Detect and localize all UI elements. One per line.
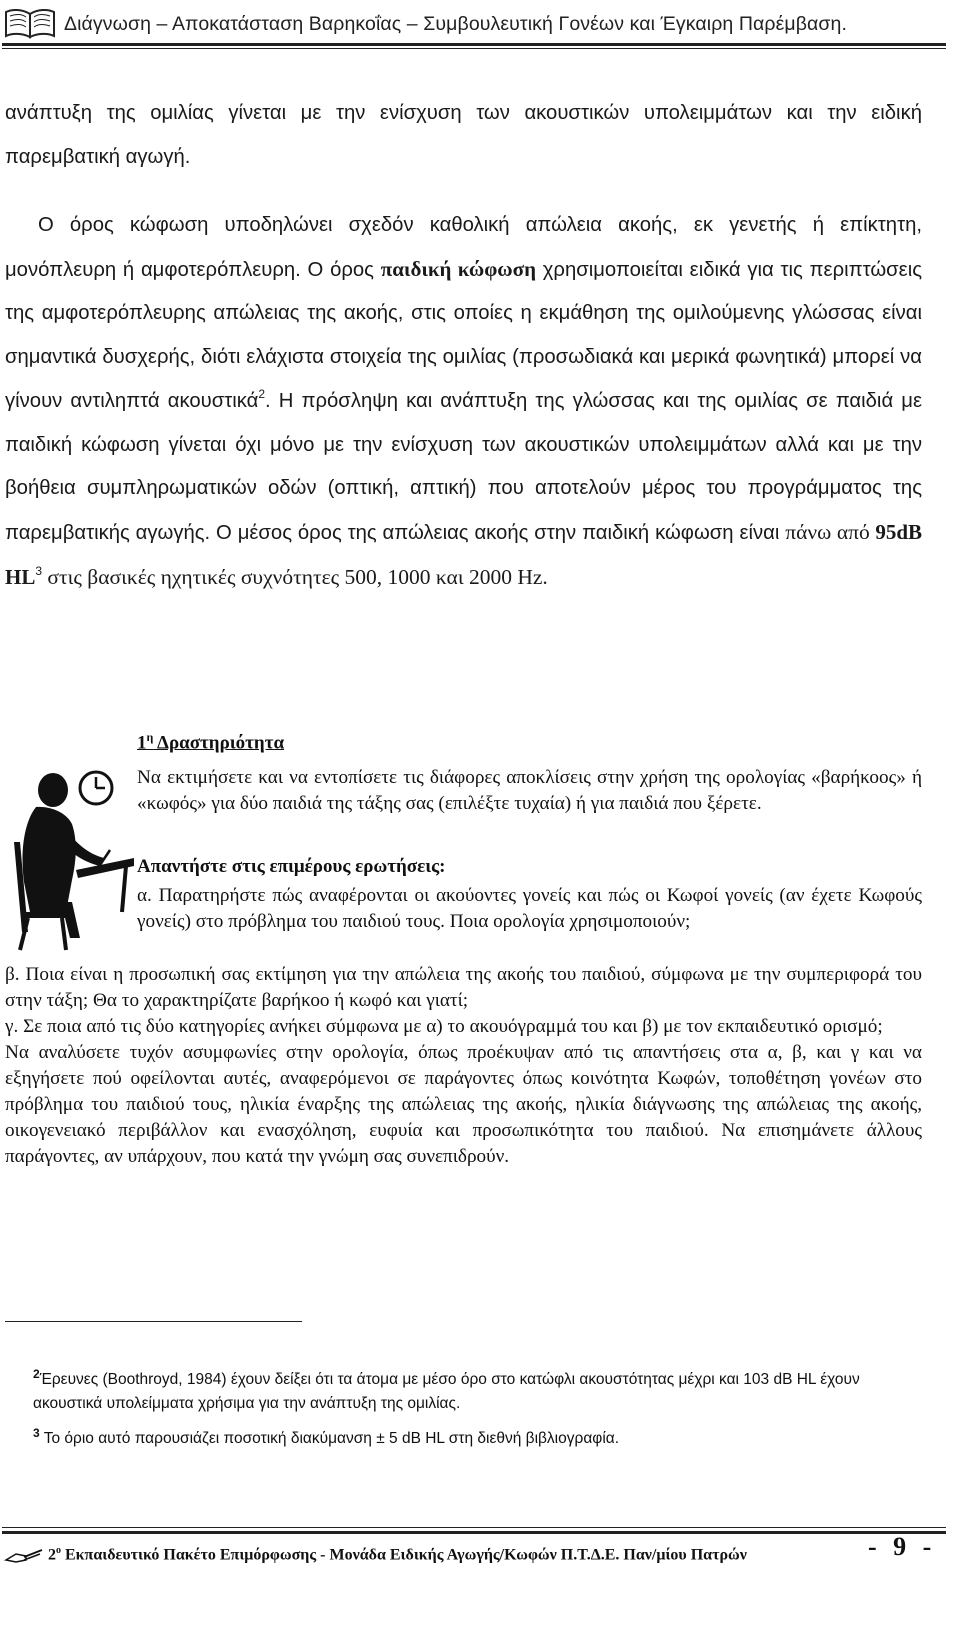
footnote-2-text: Έρευνες (Boothroyd, 1984) έχουν δείξει ότι τα άτομα με μέσο όρο στο κατώφλι ακουστότητας μέχρι και 103 dB HL έχουν ακουστικά υπολείμματα χρήσιμα για την ανάπτυξη της ομιλίας.	[33, 1371, 860, 1413]
question-b: β. Ποια είναι η προσωπική σας εκτίμηση για την απώλεια της ακοής του παιδιού, σύμφωνα με την συμπεριφορά του στην τάξη; Θα το χαρακτηρίζατε βαρήκοο ή κωφό και γιατί;	[5, 964, 922, 1011]
activity-title-text: Δραστηριότητα	[153, 732, 285, 754]
paragraph-2	[5, 204, 922, 600]
activity-closing: Να αναλύσετε τυχόν ασυμφωνίες στην ορολογία, όπως προέκυψαν από τις απαντήσεις στα α, β, και γ και να εξηγήσετε πού οφείλονται αυτές, αναφερόμενοι σε παράγοντες όπως κοινότητα Κωφών, τοποθέτηση γονέων στο πρόβλημα του παιδιού τους, ηλικία έναρξης της απώλειας της ακοής, ηλικία διάγνωσης της απώλειας της ακοής, οικογενειακό περιβάλλον και ενασχόληση, ευφυία και προσωπικότητα του παιδιού. Να επισημάνετε άλλους παράγοντες, αν υπάρχουν, που κατά την γνώμη σας συνεπιδρούν.	[5, 1042, 922, 1167]
page-number: - 9 -	[868, 1532, 937, 1561]
pencil-hand-icon	[4, 1546, 44, 1566]
p2-text-a: Ο όρος κώφωση υποδηλώνει σχεδόν καθολική απώλεια ακοής, εκ γενετής ή επίκτητη, μονόπλευρη ή αμφοτερόπλευρη. Ο όρος	[5, 214, 922, 281]
footer-divider	[2, 1531, 946, 1534]
footer-edition-suffix: ο	[56, 1545, 61, 1556]
p2-hearing-value: 95dB HL	[5, 519, 922, 589]
activity-description: Να εκτιμήσετε και να εντοπίσετε τις διάφορες αποκλίσεις στην χρήση της ορολογίας «βαρήκοος» ή «κωφός» για δύο παιδιά της τάξης σας (επιλέξτε τυχαία) ή για παιδιά που ξέρετε.	[137, 767, 922, 814]
question-a: α. Παρατηρήστε πώς αναφέρονται οι ακούοντες γονείς και πώς οι Κωφοί γονείς (αν έχετε Κωφούς γονείς) στο πρόβλημα του παιδιού τους. Ποια ορολογία χρησιμοποιούν;	[137, 885, 922, 932]
header-divider-thin	[2, 48, 946, 49]
question-c: γ. Σε ποια από τις δύο κατηγορίες ανήκει σύμφωνα με α) το ακουόγραμμά του και β) με τον εκπαιδευτικό ορισμό;	[5, 1016, 883, 1037]
footnote-3	[33, 1421, 903, 1451]
p2-text-b: χρησιμοποιείται ειδικά για τις περιπτώσεις της αμφοτερόπλευρης απώλειας της ακοής, στις οποίες η εκμάθηση της ομιλούμενης γλώσσας είναι σημαντικά δυσχερής, διότι ελάχιστα στοιχεία της ομιλίας (προσωδιακά και μερικά φωνητικά) μπορεί να γίνουν αντιληπτά ακουστικά	[5, 258, 922, 412]
footnote-3-mark: 3	[33, 1426, 40, 1440]
footer-divider-thin	[2, 1527, 946, 1528]
answer-heading: Απαντήστε στις επιμέρους ερωτήσεις:	[137, 856, 446, 877]
footer-edition-number: 2	[48, 1546, 56, 1564]
paragraph-1-text: ανάπτυξη της ομιλίας γίνεται με την ενίσχυση των ακουστικών υπολειμμάτων και την ειδική παρεμβατική αγωγή.	[5, 102, 922, 168]
activity-number: 1	[137, 732, 147, 754]
header-divider	[2, 43, 946, 46]
activity-number-suffix: η	[146, 730, 154, 744]
p2-text-c: . Η πρόσληψη και ανάπτυξη της γλώσσας και της ομιλίας σε παιδιά με παιδική κώφωση γίνεται όχι μόνο με την ενίσχυση των ακουστικών υπολειμμάτων αλλά και με την βοήθεια συμπληρωματικών οδών (οπτική, απτική) που αποτελούν μέρος του προγράμματος της παρεμβατικής αγωγής. Ο μέσος όρος της απώλειας ακοής στην παιδική κώφωση είναι	[5, 389, 922, 544]
p2-text-e: στις βασικές ηχητικές συχνότητες 500, 1000 και 2000 Hz.	[42, 564, 548, 589]
paragraph-1	[5, 92, 922, 179]
footnote-ref-3[interactable]: 3	[35, 563, 43, 578]
footnote-3-text: Το όριο αυτό παρουσιάζει ποσοτική διακύμανση ± 5 dB HL στη διεθνή βιβλιογραφία.	[39, 1430, 620, 1448]
activity-questions-continued	[5, 962, 922, 1170]
footnote-2-mark: 2	[33, 1367, 40, 1381]
footnote-divider	[5, 1321, 302, 1322]
footnote-ref-2[interactable]: 2	[258, 387, 266, 402]
p2-bold-term: παιδική κώφωση	[380, 256, 537, 281]
footer-title: Εκπαιδευτικό Πακέτο Επιμόρφωσης - Μονάδα Ειδικής Αγωγής/Κωφών Π.Τ.Δ.Ε. Παν/μίου Πατρών	[61, 1546, 747, 1564]
footnote-2	[33, 1362, 903, 1416]
open-book-icon	[4, 6, 56, 40]
student-writing-clock-icon	[6, 762, 136, 952]
footer-text	[48, 1545, 747, 1564]
header-title: Διάγνωση – Αποκατάσταση Βαρηκοΐας – Συμβουλευτική Γονέων και Έγκαιρη Παρέμβαση.	[64, 13, 848, 35]
p2-text-d: πάνω από	[785, 519, 876, 544]
page-header	[0, 0, 960, 58]
activity-title	[137, 730, 284, 754]
